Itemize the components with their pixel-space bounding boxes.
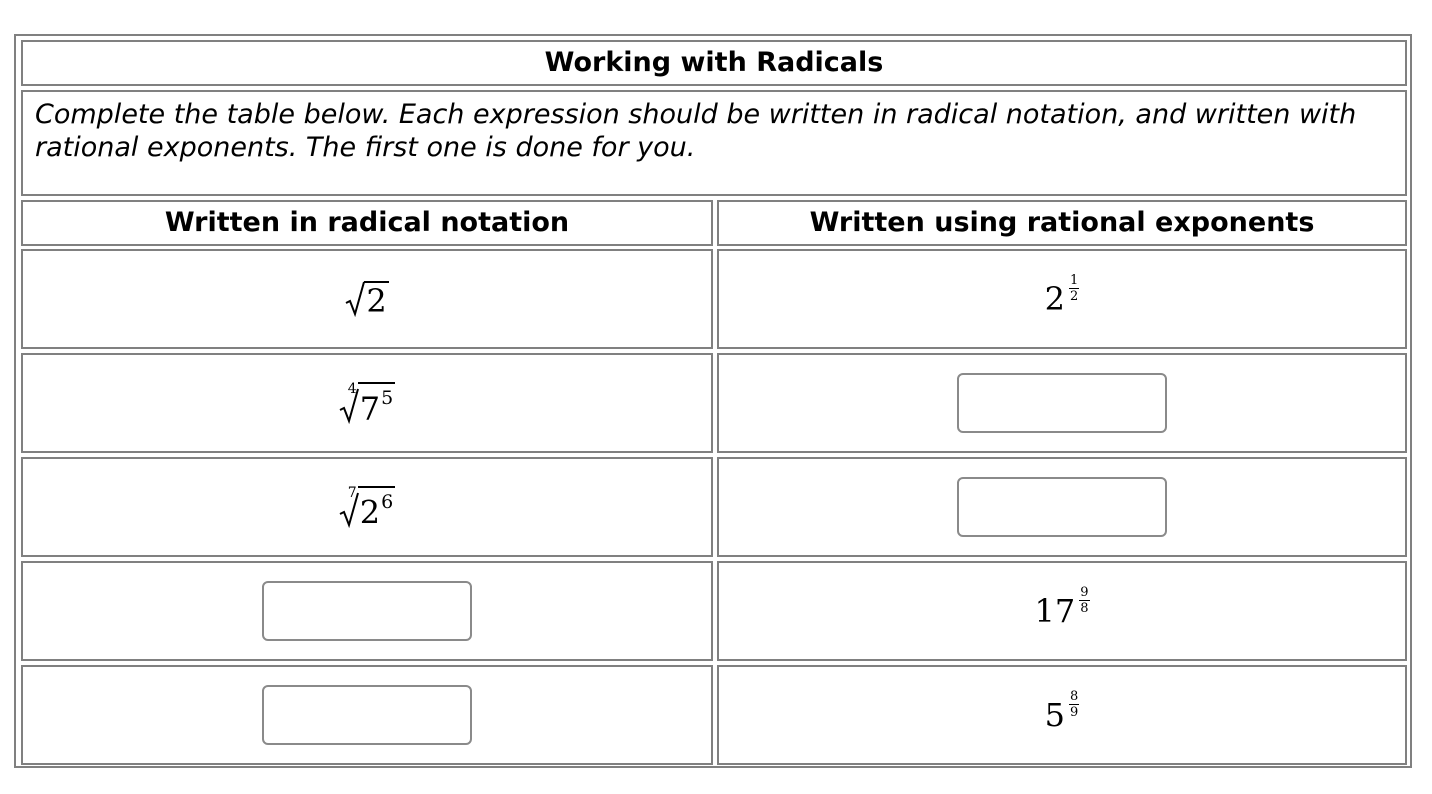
row-2-radical-cell: [21, 353, 713, 453]
radical-notation-input[interactable]: [262, 581, 472, 641]
exponent-expression: [1044, 688, 1080, 734]
rational-exponent-input[interactable]: [957, 373, 1167, 433]
radicand: [358, 486, 395, 532]
radicals-table: [14, 34, 1412, 768]
row-5-radical-cell: [21, 665, 713, 765]
fraction-numerator: 8: [1070, 688, 1079, 704]
fraction-numerator: 1: [1070, 272, 1079, 288]
row-1-radical-cell: [21, 249, 713, 349]
radical-notation-input[interactable]: [262, 685, 472, 745]
instructions-text: Complete the table below. Each expression should be written in radical notation, and written with rational exponents. The first one is done for you.: [21, 90, 1407, 196]
fraction-denominator: 9: [1070, 704, 1079, 720]
exponent-fraction: [1079, 586, 1089, 615]
radical: [339, 484, 395, 532]
row-4-radical-cell: [21, 561, 713, 661]
radical-sign-icon: [345, 281, 365, 317]
row-3-exponent-cell: [717, 457, 1407, 557]
exponent-base: 2: [1044, 280, 1066, 318]
table-title: Working with Radicals: [21, 40, 1407, 86]
exponent-base: 5: [1044, 696, 1066, 734]
radicand: [358, 382, 395, 428]
radicand-base: 2: [359, 493, 381, 532]
row-4-exponent-cell: [717, 561, 1407, 661]
row-5-exponent-cell: [717, 665, 1407, 765]
row-2-exponent-cell: [717, 353, 1407, 453]
fraction-denominator: 8: [1080, 600, 1089, 616]
exponent-expression: [1044, 272, 1080, 318]
exponent-expression: [1034, 584, 1090, 630]
radicand-power: 5: [381, 386, 394, 409]
rational-exponent-input[interactable]: [957, 477, 1167, 537]
radical: [339, 380, 395, 428]
exponent-base: 17: [1034, 592, 1076, 630]
radicand: [364, 281, 388, 320]
fraction-numerator: 9: [1080, 584, 1089, 600]
radical-expression: [345, 281, 388, 320]
radicand-power: 6: [381, 490, 394, 513]
exponent-fraction: [1069, 690, 1079, 719]
header-radical-notation: Written in radical notation: [21, 200, 713, 246]
header-rational-exponents: Written using rational exponents: [717, 200, 1407, 246]
radical-index: 7: [347, 484, 357, 501]
row-1-exponent-cell: [717, 249, 1407, 349]
radicand-base: 7: [359, 389, 381, 428]
radical-expression: [339, 484, 395, 532]
radical-index: 4: [347, 380, 357, 397]
row-3-radical-cell: [21, 457, 713, 557]
radicand-base: 2: [366, 282, 387, 320]
radical: [345, 281, 388, 320]
radical-expression: [339, 380, 395, 428]
exponent-fraction: [1069, 274, 1079, 303]
fraction-denominator: 2: [1070, 288, 1079, 304]
